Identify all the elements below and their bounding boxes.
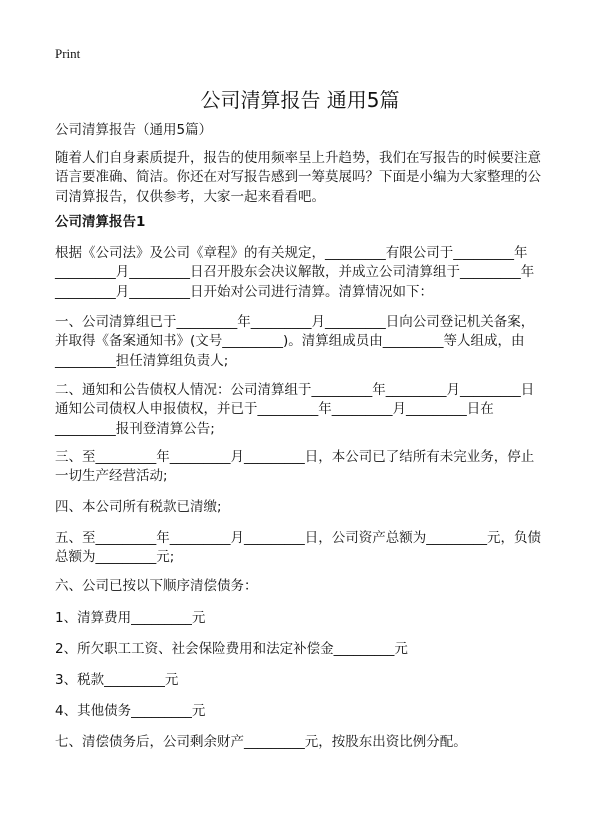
subtitle: 公司清算报告（通用5篇） [55, 122, 213, 138]
section-heading: 公司清算报告1 [55, 214, 146, 230]
page-title: 公司清算报告 通用5篇 [200, 88, 400, 112]
text-line: 一切生产经营活动; [55, 468, 168, 485]
text-line: 通知公司债权人申报债权，并已于_________年_________月_________日在 [55, 401, 494, 418]
paragraph [55, 609, 555, 628]
text-line: 一、公司清算组已于_________年_________月_________日向公司登记机关备案， [55, 314, 535, 330]
text-line: 1、清算费用_________元 [55, 610, 206, 626]
text-line: _________月_________日召开股东会决议解散，并成立公司清算组于_________年 [55, 264, 535, 281]
text-line: 三、至_________年_________月_________日，本公司已了结所有未完业务，停止 [55, 449, 535, 465]
paragraph [55, 577, 555, 596]
paragraph [55, 313, 555, 371]
paragraph [55, 381, 555, 439]
paragraph [55, 244, 555, 302]
paragraph [55, 498, 555, 517]
text-line: 七、清偿债务后，公司剩余财产_________元，按股东出资比例分配。 [55, 734, 467, 750]
text-line: 根据《公司法》及公司《章程》的有关规定，_________有限公司于_________年 [55, 245, 528, 261]
text-line: 4、其他债务_________元 [55, 703, 206, 719]
paragraph [55, 529, 555, 568]
text-line: 语言要准确、简洁。你还在对写报告感到一筹莫展吗？下面是小编为大家整理的公 [55, 169, 541, 186]
text-line: 并取得《备案通知书》(文号_________)。清算组成员由_________等人组成，由 [55, 333, 525, 350]
paragraph [55, 671, 555, 690]
paragraph [55, 448, 555, 487]
text-line: 六、公司已按以下顺序清偿债务： [55, 578, 258, 594]
text-line: _________报刊登清算公告; [55, 420, 215, 437]
text-line: 四、本公司所有税款已清缴; [55, 499, 222, 515]
text-line: _________担任清算组负责人; [55, 352, 229, 369]
text-line: 总额为_________元; [55, 549, 175, 566]
print-link[interactable]: Print [55, 46, 81, 61]
paragraph [55, 640, 555, 659]
text-line: 2、所欠职工工资、社会保险费用和法定补偿金_________元 [55, 641, 408, 657]
text-line: 随着人们自身素质提升，报告的使用频率呈上升趋势，我们在写报告的时候要注意 [55, 150, 541, 166]
paragraph [55, 702, 555, 721]
paragraph [55, 733, 555, 752]
intro-paragraph [55, 149, 555, 207]
text-line: 五、至_________年_________月_________日，公司资产总额为_________元，负债 [55, 530, 541, 546]
text-line: 3、税款_________元 [55, 672, 179, 688]
text-line: 司清算报告，仅供参考，大家一起来看看吧。 [55, 188, 325, 205]
text-line: 二、通知和公告债权人情况：公司清算组于_________年_________月_________日 [55, 382, 535, 398]
text-line: _________月_________日开始对公司进行清算。清算情况如下： [55, 283, 433, 300]
